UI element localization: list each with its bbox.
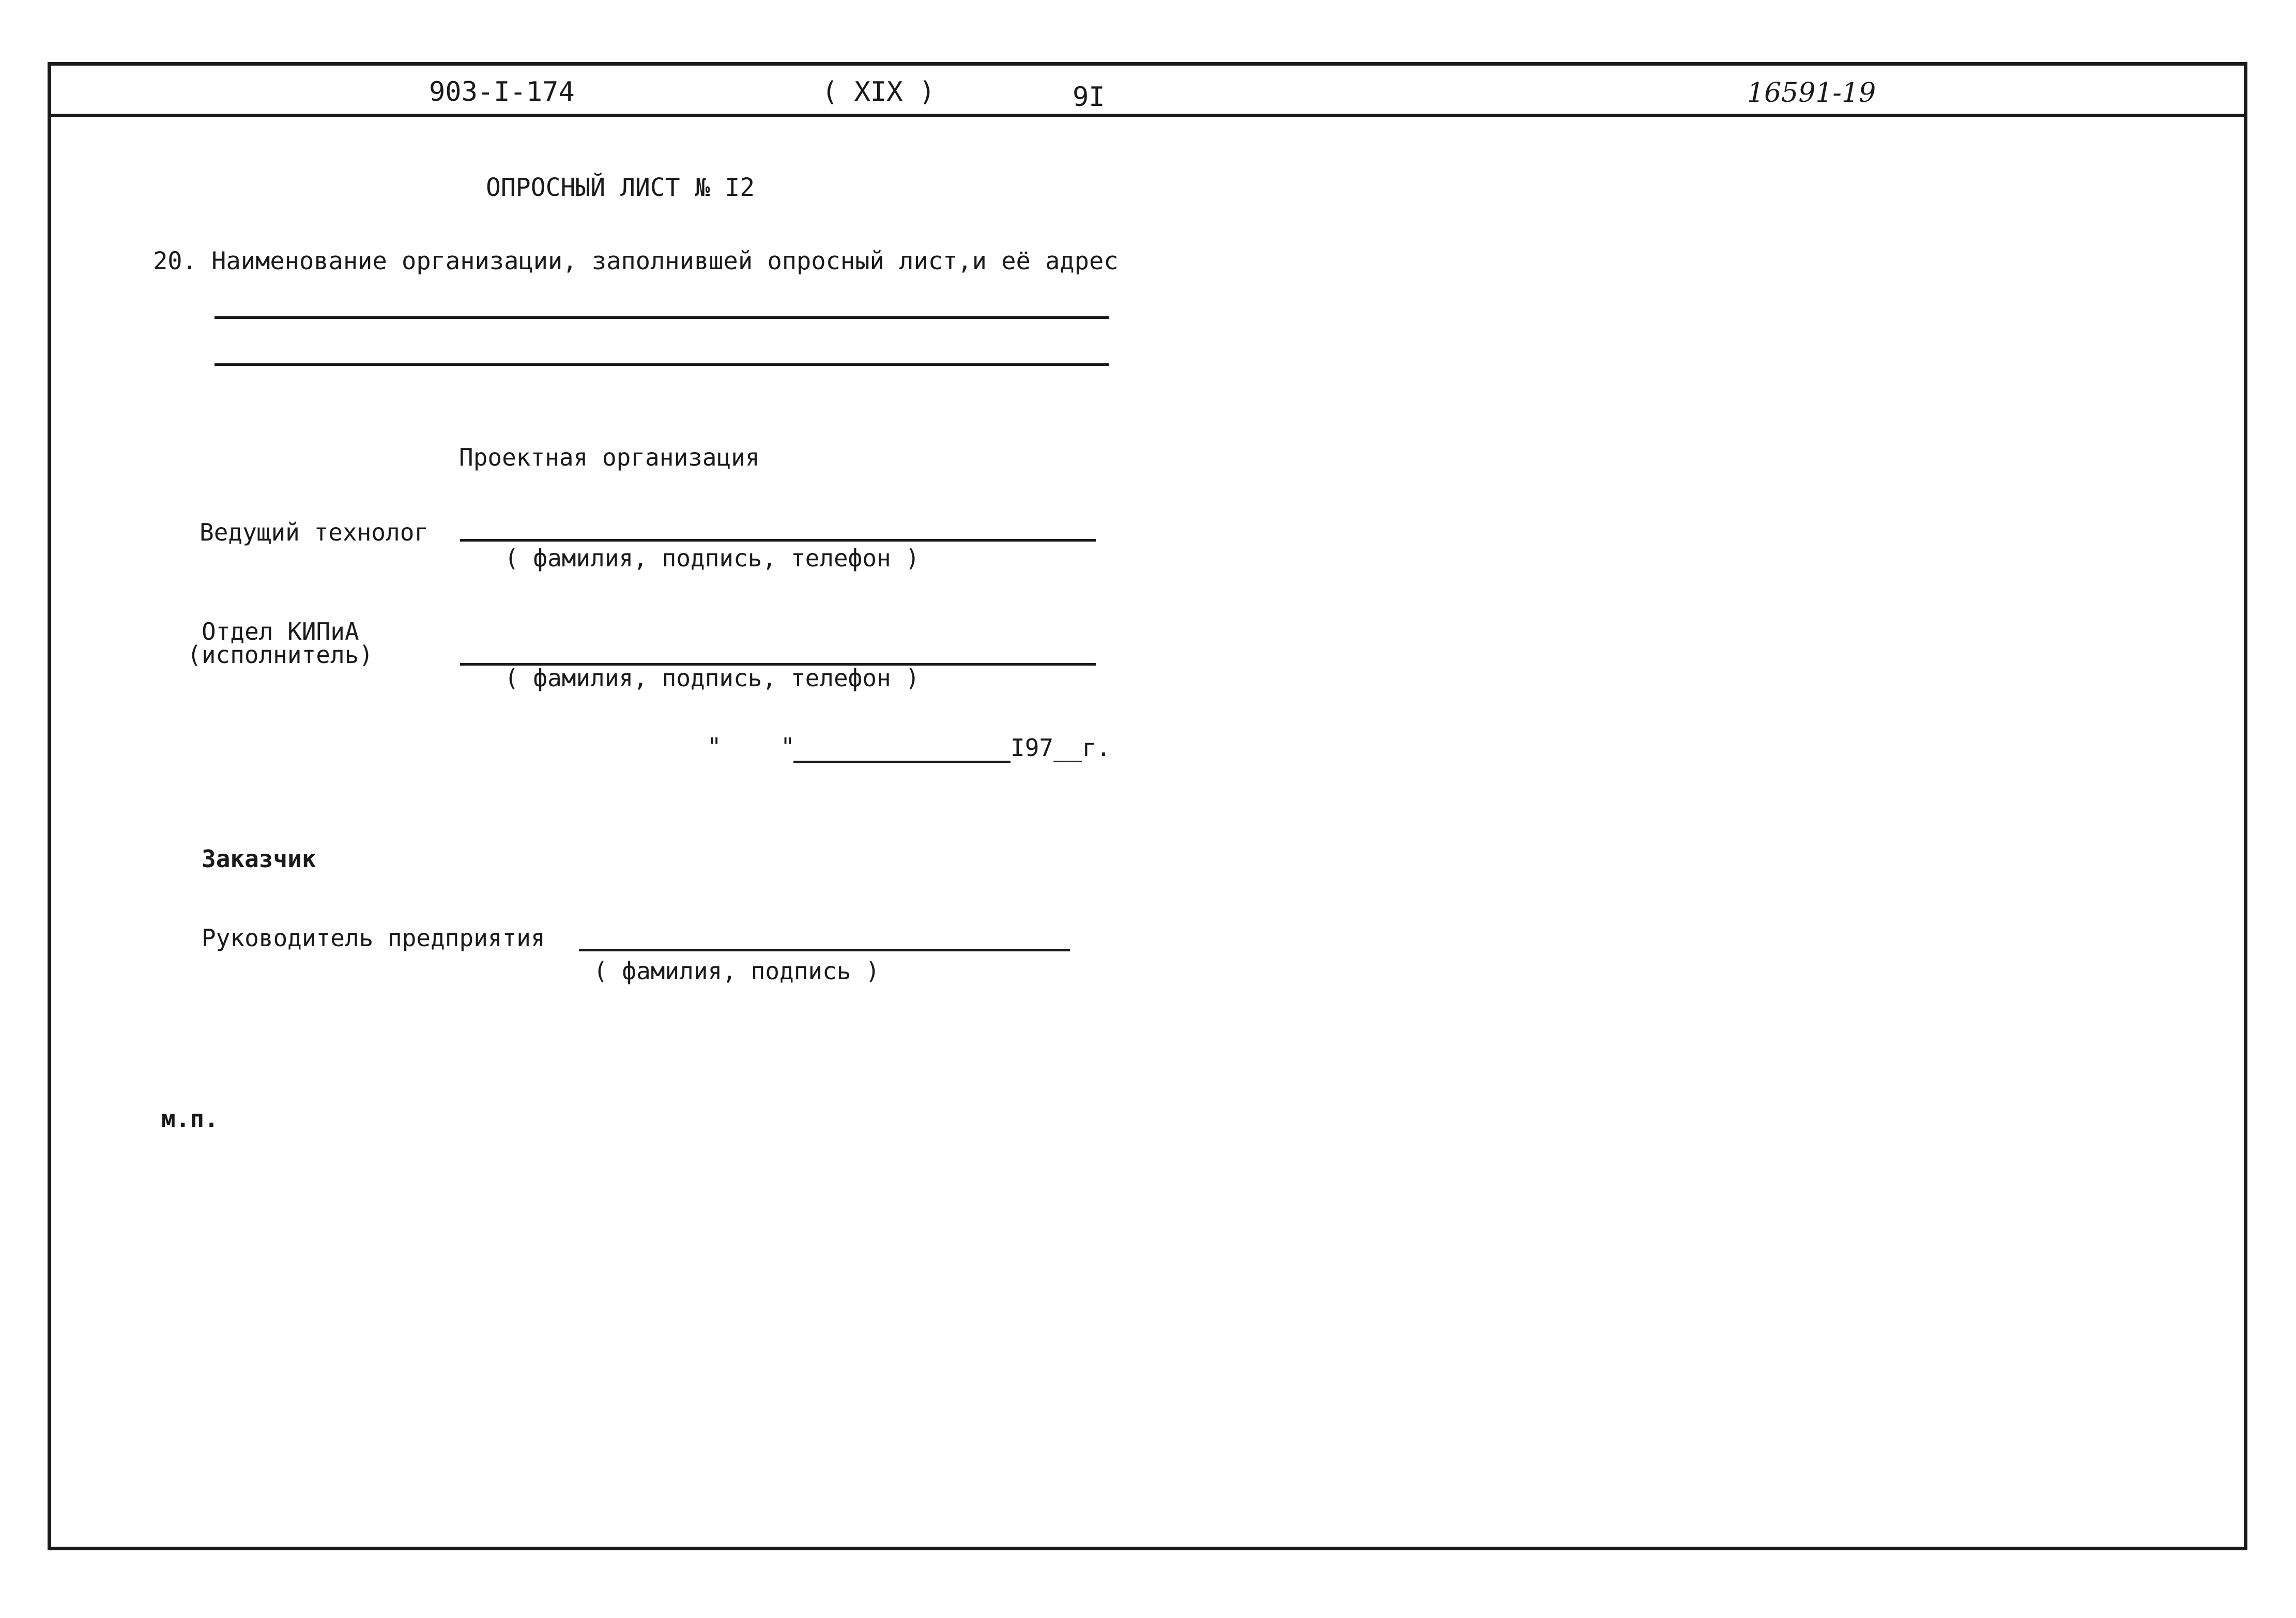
- signature-hint-3: ( фамилия, подпись ): [593, 957, 880, 985]
- date-year: I97__г.: [1011, 734, 1111, 762]
- address-line-2: [215, 363, 1109, 366]
- doc-code: 903-I-174: [429, 76, 575, 107]
- signature-hint-1: ( фамилия, подпись, телефон ): [504, 544, 920, 572]
- item-20-label: 20. Наименование организации, заполнившей опросный лист,и её адрес: [153, 247, 1119, 275]
- page-number: 9I: [1073, 82, 1105, 113]
- archive-number: 16591-19: [1747, 78, 1876, 109]
- customer-heading: Заказчик: [202, 845, 316, 873]
- enterprise-head-signature-line: [579, 949, 1070, 951]
- lead-technologist-signature-line: [460, 539, 1096, 542]
- enterprise-head-label: Руководитель предприятия: [202, 924, 545, 952]
- date-quote-open: ": [707, 733, 722, 761]
- date-blank-line: [793, 761, 1011, 763]
- date-quote-close: ": [780, 733, 795, 761]
- stamp-place-label: м.п.: [161, 1105, 219, 1133]
- address-line-1: [215, 316, 1109, 319]
- kipia-dept-label: Отдел КИПиА: [202, 618, 359, 645]
- design-org-heading: Проектная организация: [459, 443, 760, 471]
- lead-technologist-label: Ведущий технолог: [200, 518, 429, 546]
- kipia-executor-label: (исполнитель): [187, 641, 374, 669]
- form-title: ОПРОСНЫЙ ЛИСТ № I2: [486, 173, 755, 202]
- header-divider: [48, 114, 2247, 117]
- page-frame: [48, 62, 2247, 1550]
- signature-hint-2: ( фамилия, подпись, телефон ): [504, 664, 920, 692]
- section-number: ( XIX ): [822, 76, 936, 107]
